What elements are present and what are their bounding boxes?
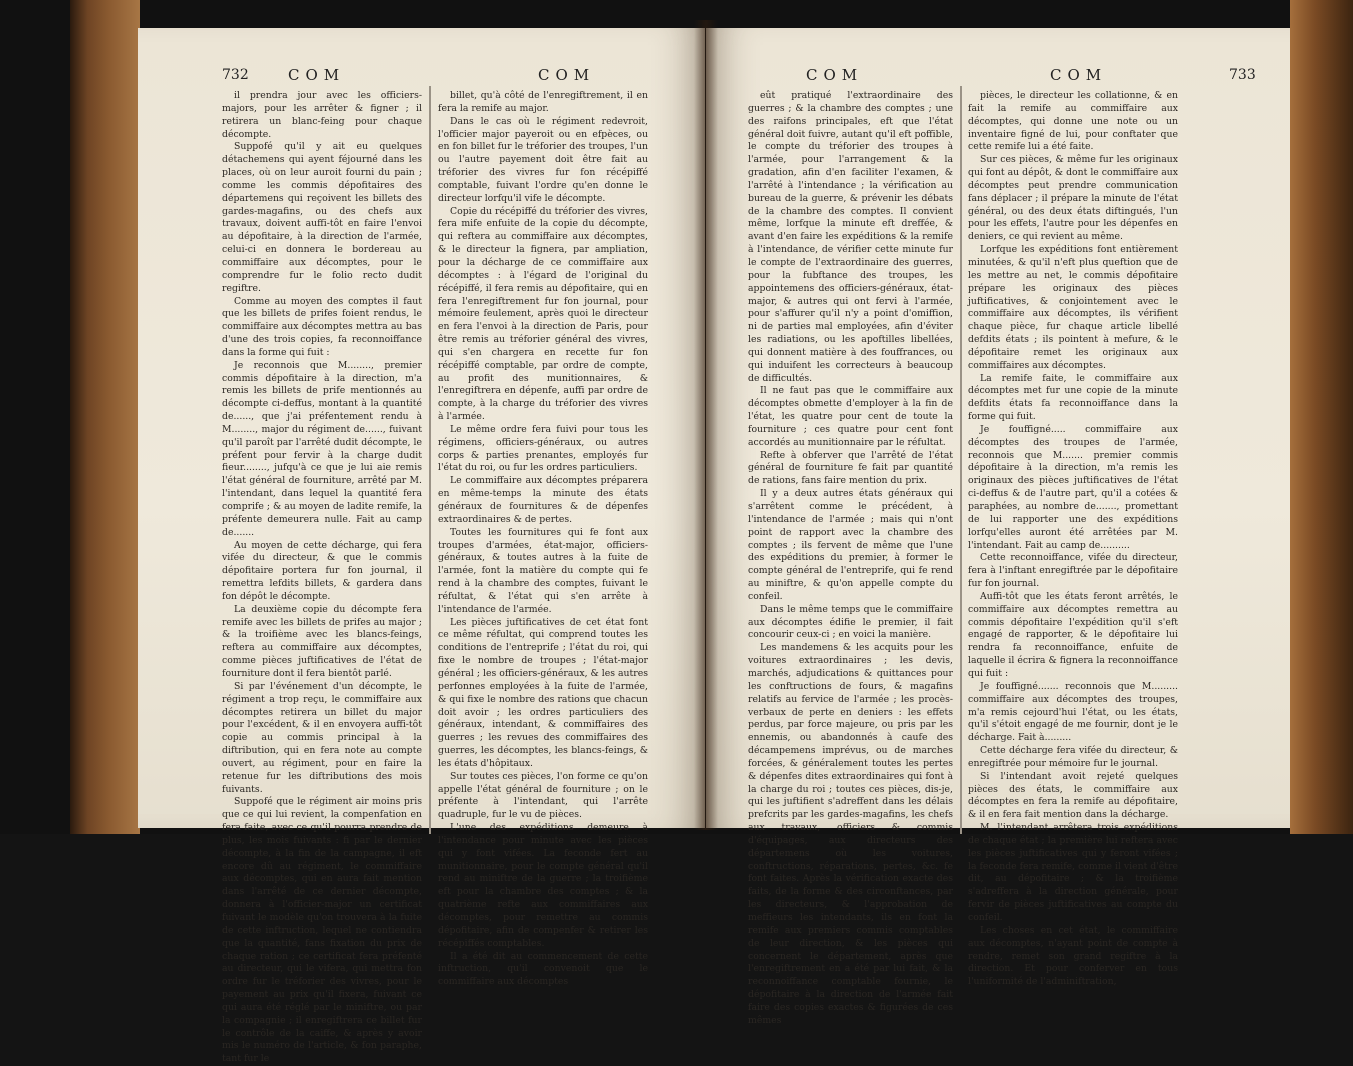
paragraph: Les pièces juftificatives de cet état font ce même réfultat, qui comprend toutes les conditions de l'entreprife ; l'état du roi, qui fixe le nombre de troupes ; l'état-major général ; les officiers-généraux, & les autres perfonnes employées à la fuite de l'armée, & qui fixe le nombre des rations que chacun doit avoir ; les ordres particuliers des généraux, intendant, & commiffaires des guerres ; les revues des commiffaires des guerres, les décomptes, les blancs-feings, & les états d'hôpitaux. [438,616,648,769]
right-page-column-2 [968,90,1178,988]
book-gutter [694,20,718,830]
paragraph: billet, qu'à côté de l'enregiftrement, il en fera la remife au major. [438,90,648,114]
left-page-column-1 [222,90,422,1065]
paragraph: Suppofé que le régiment air moins pris que ce qui lui revient, la compenfation en fera faite, avec ce qu'il pourra prendre de plus, les mois fuivants : fi par le dernier décompte, à la fin de la campagne, il eft encore dû au régiment, le commiffaire aux décomptes, qui en aura fait mention dans l'arrêté de ce dernier décompte, donnera à l'officier-major un certificat fuivant le modèle qu'on trouvera à la fuite de cette inftruction, lequel ne contiendra que la quantité, fans fixation du prix de chaque ration ; ce certificat fera préfenté au directeur, qui le vifera, qui mettra fon ordre fur le tréforier des vivres, pour le payement au prix qu'il fixera, fuivant ce qui aura été réglé par le miniftre, ou par la compagnie ; il enregiftrera ce billet fur le contrôle de la caiffe, & après y avoir mis le numéro de l'article, & fon paraphe, tant fur le [222,796,422,1065]
left-column-rule [429,86,431,834]
paragraph: La deuxième copie du décompte fera remife avec les billets de prifes au major ; & la troifième avec les blancs-feings, reftera au commiffaire aux décomptes, comme pièces juftificatives de l'état de fourniture dont il fera bientôt parlé. [222,603,422,679]
book-cover-right-edge [1290,0,1353,834]
paragraph: Si par l'événement d'un décompte, le régiment a trop reçu, le commiffaire aux décomptes retirera un billet du major pour l'excédent, & il en envoyera auffi-tôt copie au commis principal à la diftribution, qui en fera note au compte ouvert, au régiment, pour en faire la retenue fur les diftributions des mois fuivants. [222,680,422,795]
paragraph: Au moyen de cette décharge, qui fera vifée du directeur, & que le commis dépofitaire portera fur fon journal, il remettra lefdits billets, & gardera dans fon dépôt le décompte. [222,539,422,602]
right-running-head-1: COM [806,66,864,84]
paragraph: Je fouffigné....... reconnois que M......... commiffaire aux décomptes des troupes, m'a remis cejourd'hui l'état, ou les états, qu'il s'étoit engagé de me fournir, dont je le décharge. Fait à......... [968,680,1178,744]
paragraph: Il a été dit au commencement de cette inftruction, qu'il convenoit que le commiffaire aux décomptes [438,950,648,988]
right-page-number: 733 [1229,67,1256,83]
book-cover-left-edge [70,0,140,834]
paragraph: Comme au moyen des comptes il faut que les billets de prifes foient rendus, le commiffaire aux décomptes mettra au bas d'une des trois copies, fa reconnoiffance dans la forme qui fuit : [222,295,422,358]
paragraph: Toutes les fournitures qui fe font aux troupes d'armées, état-major, officiers-généraux, & toutes autres à la fuite de l'armée, font la matière du compte qui fe rend à la chambre des comptes, fuivant le réfultat, & l'état qui s'en arrête à l'intendance de l'armée. [438,526,648,615]
right-column-rule [960,86,962,834]
paragraph: Lorfque les expéditions font entièrement minutées, & qu'il n'eft plus queftion que de les mettre au net, le commis dépofitaire prépare les originaux des pièces juftificatives, & conjointement avec le commiffaire aux décomptes, ils vérifient chaque pièce, fur chaque article libellé defdits états ; ils pointent à mefure, & le dépofitaire remet les originaux aux commiffaires aux décomptes. [968,244,1178,371]
paragraph: pièces, le directeur les collationne, & en fait la remife au commiffaire aux décomptes, qui donne une note ou un inventaire figné de lui, pour conftater que cette remife lui a été faite. [968,90,1178,153]
paragraph: Je reconnois que M........, premier commis dépofitaire à la direction, m'a remis les billets de prife mentionnés au décompte ci-deffus, montant à la quantité de......, que j'ai préfentement rendu à M........, major du régiment de......, fuivant qu'il paroît par l'arrêté dudit décompte, le préfent pour fervir à la charge dudit fieur........, jufqu'à ce que je lui aie remis l'état général de fourniture, arrêté par M. l'intendant, dans lequel la quantité fera comprife ; & au moyen de ladite remife, la préfente demeurera nulle. Fait au camp de....... [222,359,422,538]
left-page [138,28,705,1065]
paragraph: Dans le même temps que le commiffaire aux décomptes édifie le premier, il fait concourir ceux-ci ; en voici la manière. [748,603,953,641]
paragraph: Je fouffigné..... commiffaire aux décomptes des troupes de l'armée, reconnois que M....... premier commis dépofitaire à la direction, m'a remis les originaux des pièces juftificatives de l'état ci-deffus & de l'autre part, qu'il a cotées & paraphées, au nombre de......., promettant de lui rapporter une des expéditions lorfqu'elles auront été arrêtées par M. l'intendant. Fait au camp de.......... [968,423,1178,551]
paragraph: Sur ces pièces, & même fur les originaux qui font au dépôt, & dont le commiffaire aux décomptes peut prendre communication fans déplacer ; il prépare la minute de l'état général, ou des deux états diftingués, l'un pour les effets, l'autre pour les dépenfes en deniers, ce qui revient au même. [968,154,1178,243]
paragraph: eût pratiqué l'extraordinaire des guerres ; & la chambre des comptes ; une des raifons principales, eft que l'état général doit fuivre, autant qu'il eft poffible, le compte du tréforier des troupes à l'armée, pour l'arrangement & la gradation, afin d'en faciliter l'examen, & l'arrêté à l'intendance ; la vérification au bureau de la guerre, & prévenir les débats de la chambre des comptes. Il convient même, lorfque la minute eft dreffée, & avant d'en faire les expéditions & la remife à l'intendance, de vérifier cette minute fur le compte de l'extraordinaire des guerres, pour la fubftance des troupes, les appointemens des officiers-généraux, état-major, & autres qui ont fervi à l'armée, pour s'affurer qu'il n'y a point d'omiffion, ni de parties mal employées, afin d'éviter les radiations, ou les apoftilles libellées, qui donnent matière à des fouffrances, ou qui induifent les correcteurs à beaucoup de difficultés. [748,90,953,384]
left-page-number: 732 [222,67,249,83]
paragraph: Les mandemens & les acquits pour les voitures extraordinaires ; les devis, marchés, adjudications & quittances pour les conftructions de fours, & magafins relatifs au fervice de l'armée ; les procès-verbaux de perte en deniers : les effets perdus, par force majeure, ou pris par les ennemis, ou abandonnés à caufe des décampemens imprévus, ou de marches forcées, & généralement toutes les pertes & dépenfes dites extraordinaires qui font à la charge du roi ; toutes ces pièces, dis-je, qui les juftifient s'adreffent dans les délais prefcrits par les gardes-magafins, les chefs aux travaux, officiers & commis d'équipages, aux directeurs des départemens où les voitures, conftructions, réparations, pertes, &c. fe font faites. Après la vérification exacte des faits, de la forme & des circonftances, par les directeurs, & l'approbation de meffieurs les intendants, ils en font la remife aux premiers commis comptables de leur direction, & les pièces qui concernent le département, après que l'enregiftrement en a été par lui fait, & la reconnoiffance comptable fournie, le dépofitaire à la direction de l'armée fait faire des copies exactes & figurées de ces mêmes [748,642,953,1026]
paragraph: L'une des expéditions demeure à l'intendance pour minute avec les pièces qui y font vifées. La feconde fert au munitionnaire, pour le compte général qu'il rend au miniftre de la guerre ; la troifième eft pour la chambre des comptes ; & la quatrième refte aux commiffaires aux décomptes, pour remettre au commis dépofitaire, afin de compenfer & retirer les récépiffés comptables. [438,822,648,949]
left-running-head-2: COM [538,66,596,84]
right-page-column-1 [748,90,953,1026]
paragraph: Le même ordre fera fuivi pour tous les régimens, officiers-généraux, ou autres corps & parties prenantes, employés fur l'état du roi, ou fur les ordres particuliers. [438,423,648,474]
paragraph: Sur toutes ces pièces, l'on forme ce qu'on appelle l'état général de fourniture ; on le préfente à l'intendant, qui l'arrête quadruple, fur le vu de pièces. [438,770,648,821]
right-running-head-2: COM [1050,66,1108,84]
paragraph: Refte à obferver que l'arrêté de l'état général de fourniture fe fait par quantité de rations, fans faire mention du prix. [748,449,953,487]
paragraph: Si l'intendant avoit rejeté quelques pièces des états, le commiffaire aux décomptes en fera la remife au dépofitaire, & il en fera fait mention dans la décharge. [968,770,1178,821]
paragraph: Copie du récépiffé du tréforier des vivres, fera mife enfuite de la copie du décompte, qui reftera au commiffaire aux décomptes, & le directeur la fignera, par ampliation, pour la décharge de ce commiffaire aux décomptes : à l'égard de l'original du récépiffé, il fera remis au dépofitaire, qui en fera l'enregiftrement fur fon journal, pour mémoire feulement, après quoi le directeur en fera l'envoi à la direction de Paris, pour être remis au tréforier général des vivres, qui s'en chargera en recette fur fon récépiffé comptable, par ordre de compte, au profit des munitionnaires, & l'enregiftrera en dépenfe, auffi par ordre de compte, à la charge du tréforier des vivres à l'armée. [438,205,648,423]
paragraph: La remife faite, le commiffaire aux décomptes met fur une copie de la minute defdits états fa reconnoiffance dans la forme qui fuit. [968,372,1178,423]
right-page [706,28,1290,1026]
paragraph: Le commiffaire aux décomptes préparera en même-temps la minute des états généraux de fournitures & de dépenfes extraordinaires & de pertes. [438,475,648,525]
paragraph: M. l'intendant arrêtera trois expéditions de chaque état ; la première lui reftera avec les pièces juftificatives qui y feront vifées ; la feconde fera remife, comme il vient d'être dit, au dépofitaire ; & la troifième s'adreffera à la direction générale, pour fervir de pièces juftificatives au compte du confeil. [968,822,1178,923]
paragraph: Les choses en cet état, le commiffaire aux décomptes, n'ayant point de compte à rendre, remet son grand regiftre à la direction. Et pour conferver en tous l'uniformité de l'adminiftration, [968,924,1178,988]
paragraph: Dans le cas où le régiment redevroit, l'officier major payeroit ou en efpèces, ou en fon billet fur le tréforier des troupes, l'un ou l'autre payement doit être fait au tréforier des vivres fur fon récépiffé comptable, fuivant l'ordre qu'en donne le directeur lorfqu'il vife le décompte. [438,115,648,204]
paragraph: Il y a deux autres états généraux qui s'arrêtent comme le précédent, à l'intendance de l'armée ; mais qui n'ont point de rapport avec la chambre des comptes ; ils fervent de même que l'une des expéditions du premier, à former le compte général de l'entreprife, qui fe rend au miniftre, & qu'on appelle compte du confeil. [748,488,953,602]
paragraph: Cette décharge fera vifée du directeur, & enregiftrée pour mémoire fur le journal. [968,745,1178,769]
paragraph: Suppofé qu'il y ait eu quelques détachemens qui ayent féjourné dans les places, où on leur auroit fourni du pain ; comme les commis dépofitaires des départemens qui reçoivent les billets des gardes-magafins, ou des chefs aux travaux, doivent auffi-tôt en faire l'envoi au dépofitaire, à la direction de l'armée, celui-ci en donnera le bordereau au commiffaire aux décomptes, pour le comprendre fur le folio recto dudit regiftre. [222,141,422,294]
paragraph: Il ne faut pas que le commiffaire aux décomptes obmette d'employer à la fin de l'état, les quatre pour cent de toute la fourniture ; ces quatre pour cent font accordés au munitionnaire par le réfultat. [748,385,953,448]
paragraph: Cette reconnoiffance, vifée du directeur, fera à l'inftant enregiftrée par le dépofitaire fur fon journal. [968,552,1178,590]
left-running-head-1: COM [288,66,346,84]
paragraph: il prendra jour avec les officiers-majors, pour les arrêter & figner ; il retirera un blanc-feing pour chaque décompte. [222,90,422,140]
left-page-column-2 [438,90,648,988]
paragraph: Auffi-tôt que les états feront arrêtés, le commiffaire aux décomptes remettra au commis dépofitaire l'expédition qu'il s'eft engagé de rapporter, & le dépofitaire lui rendra fa reconnoiffance, enfuite de laquelle il écrira & fignera la reconnoiffance qui fuit : [968,590,1178,679]
